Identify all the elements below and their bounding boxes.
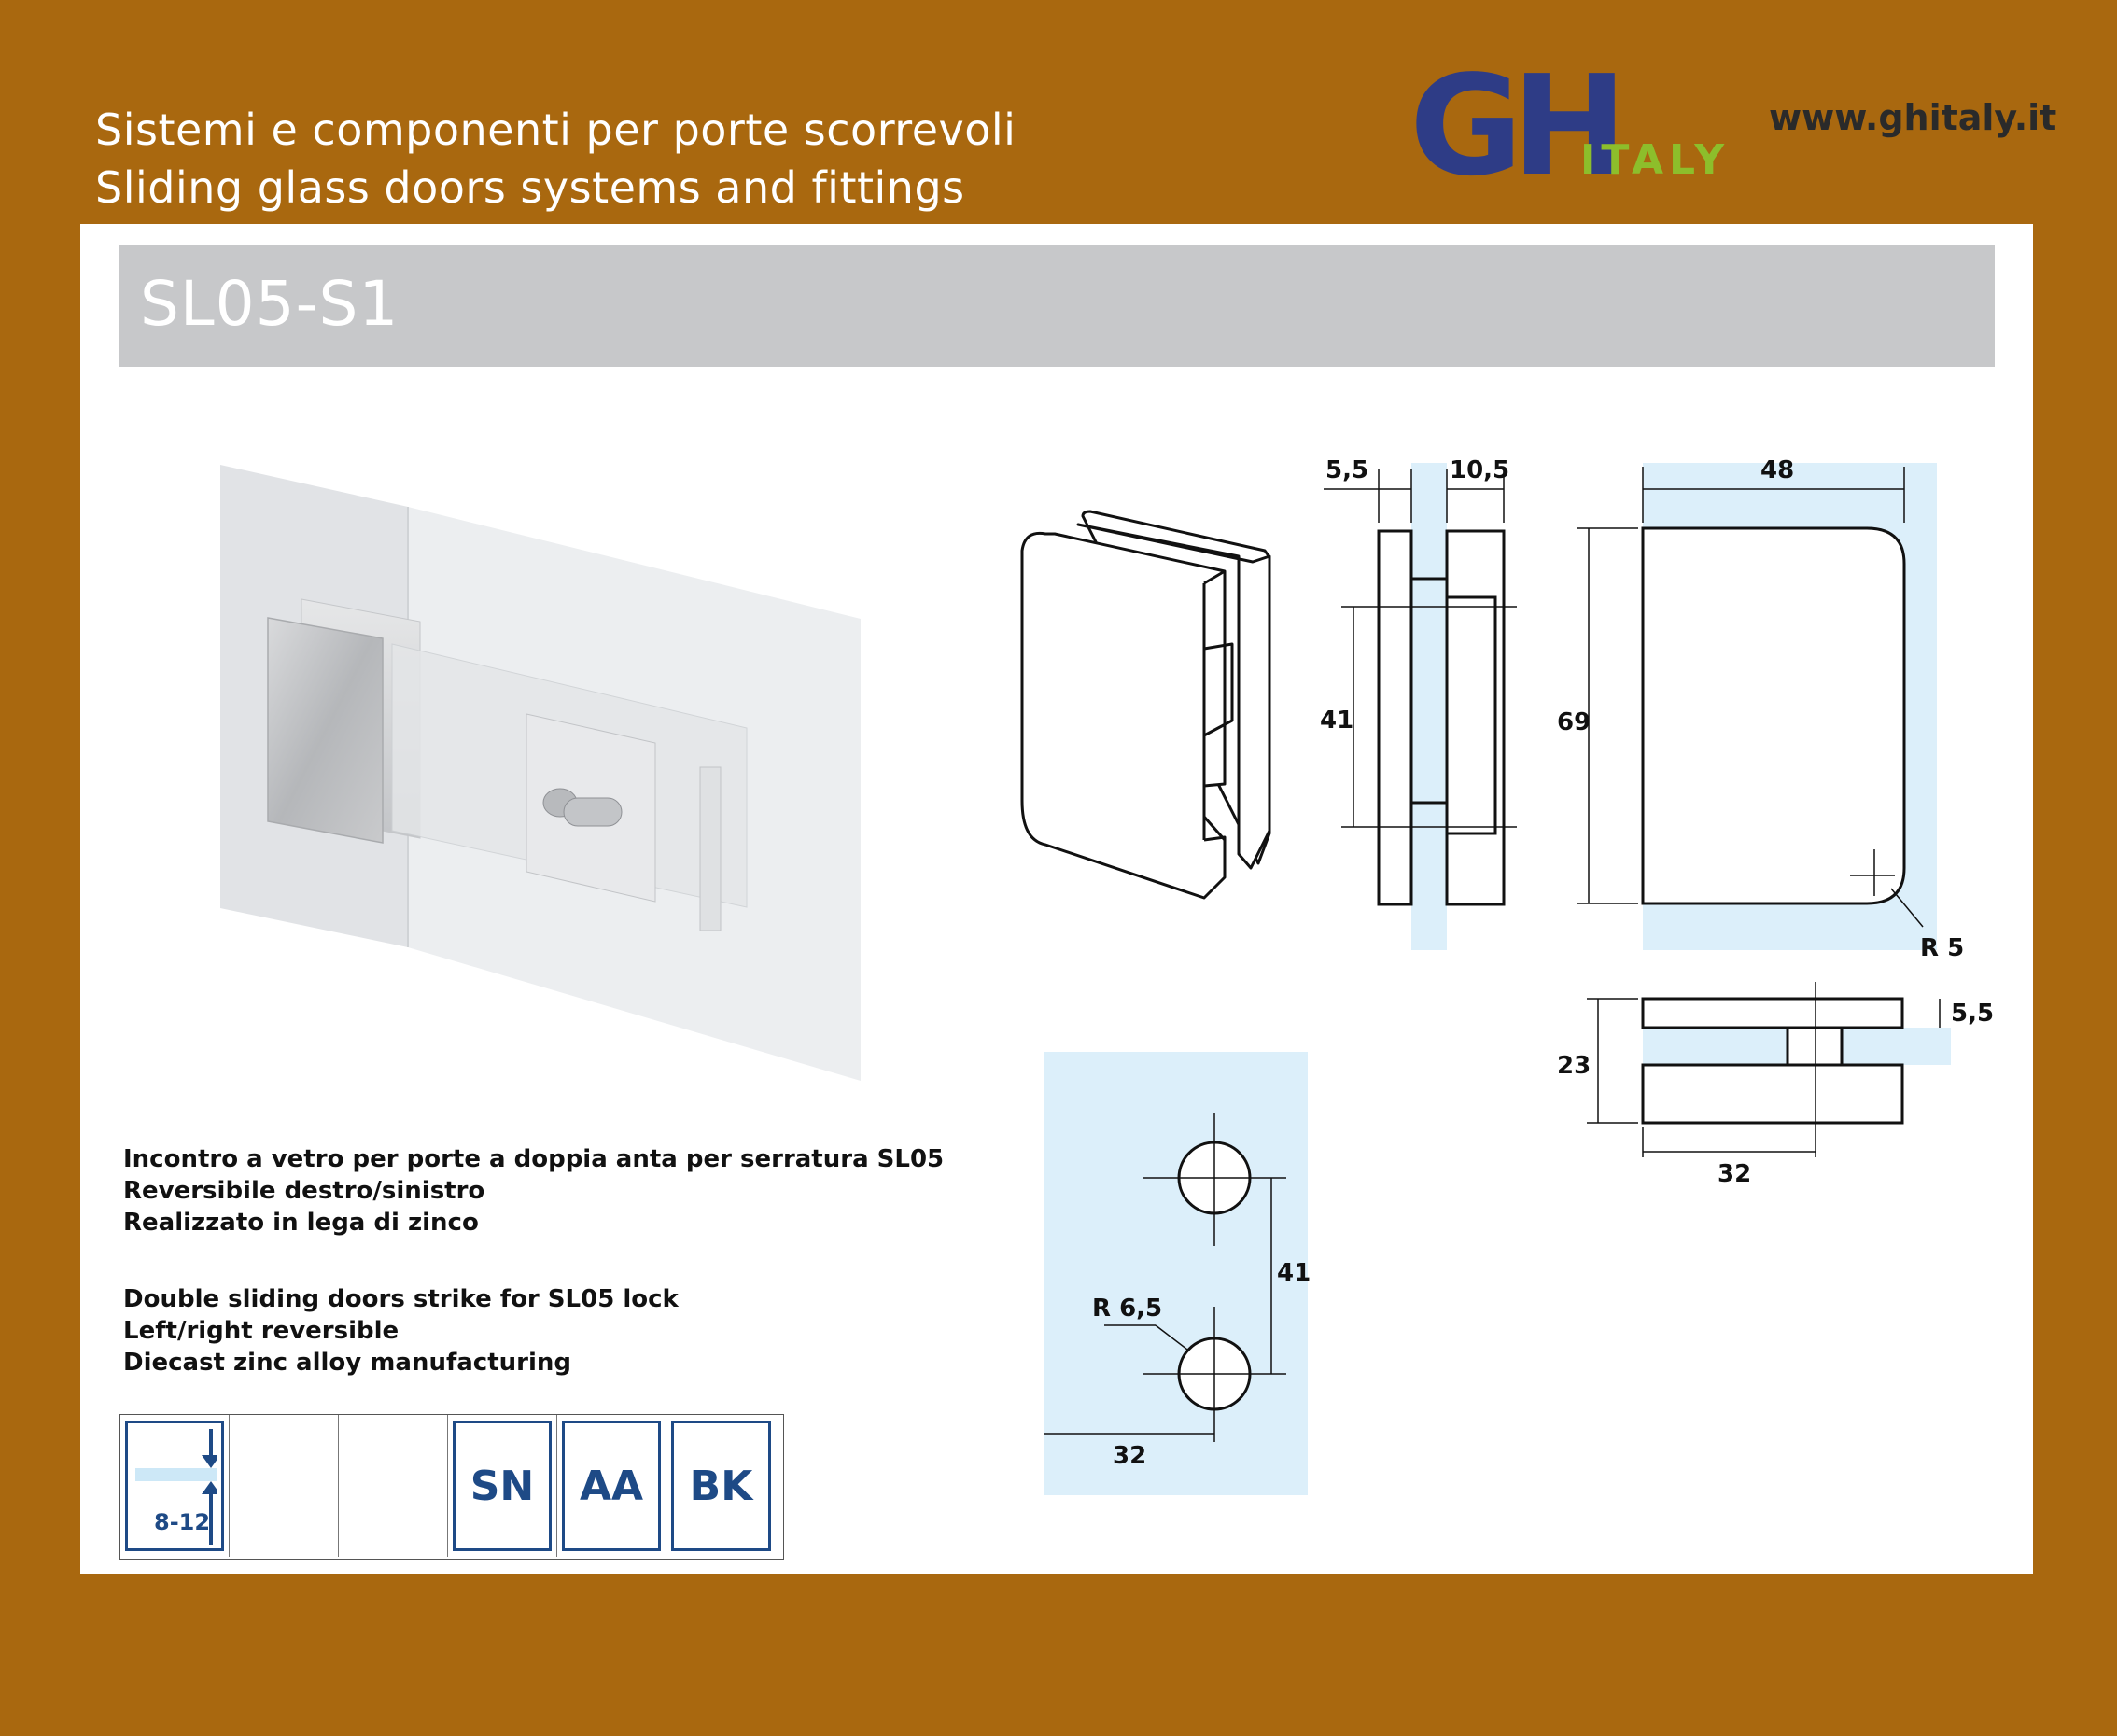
finish-badge-sn: SN xyxy=(453,1421,552,1551)
finish-legend xyxy=(119,1414,784,1560)
glass-thickness-icon xyxy=(125,1421,224,1551)
dim-plate-thickness: 5,5 xyxy=(1951,1000,1995,1028)
dim-total-thickness: 23 xyxy=(1557,1052,1591,1080)
glass-thickness-cell xyxy=(120,1415,230,1557)
finish-badge-bk: BK xyxy=(671,1421,771,1551)
tagline-it: Sistemi e componenti per porte scorrevoli xyxy=(95,105,1016,155)
dim-hole-offset: 32 xyxy=(1113,1442,1147,1470)
finish-cell-bk xyxy=(666,1415,776,1557)
front-view xyxy=(1557,456,1964,962)
finish-cell-aa xyxy=(557,1415,666,1557)
svg-text:ITALY: ITALY xyxy=(1580,136,1731,184)
description-italian xyxy=(123,1143,944,1239)
dim-hole-radius: R 6,5 xyxy=(1092,1295,1163,1323)
hole-drawing xyxy=(1044,1052,1311,1495)
description-line: Diecast zinc alloy manufacturing xyxy=(123,1349,572,1377)
finish-badge-aa: AA xyxy=(562,1421,661,1551)
description-line: Left/right reversible xyxy=(123,1317,400,1345)
dim-body-depth: 10,5 xyxy=(1450,456,1510,484)
iso-drawing xyxy=(1022,511,1269,898)
empty-finish-cell xyxy=(339,1415,448,1557)
description-english xyxy=(123,1283,679,1379)
product-code: SL05-S1 xyxy=(140,268,400,340)
description-line: Realizzato in lega di zinco xyxy=(123,1209,479,1237)
dim-hole-spacing: 41 xyxy=(1277,1259,1311,1287)
product-render xyxy=(220,465,861,1081)
dim-inner-height: 41 xyxy=(1320,707,1354,735)
description-line: Reversibile destro/sinistro xyxy=(123,1177,485,1205)
dim-glass-gap: 5,5 xyxy=(1325,456,1369,484)
dim-width: 48 xyxy=(1760,456,1795,484)
dim-corner-radius: R 5 xyxy=(1920,934,1965,962)
website-link[interactable]: www.ghitaly.it xyxy=(1769,97,2057,138)
finish-cell-sn xyxy=(448,1415,557,1557)
tagline-en: Sliding glass doors systems and fittings xyxy=(95,162,965,213)
dim-height: 69 xyxy=(1557,708,1591,736)
dim-cutout-offset: 32 xyxy=(1717,1160,1752,1188)
description-line: Incontro a vetro per porte a doppia anta per serratura SL05 xyxy=(123,1145,945,1173)
description-line: Double sliding doors strike for SL05 lock xyxy=(123,1285,679,1313)
empty-finish-cell xyxy=(230,1415,339,1557)
svg-text:GH: GH xyxy=(1409,58,1617,185)
side-view xyxy=(1320,456,1517,950)
glass-thickness-label: 8-12 xyxy=(154,1509,211,1535)
top-view xyxy=(1557,982,1994,1188)
